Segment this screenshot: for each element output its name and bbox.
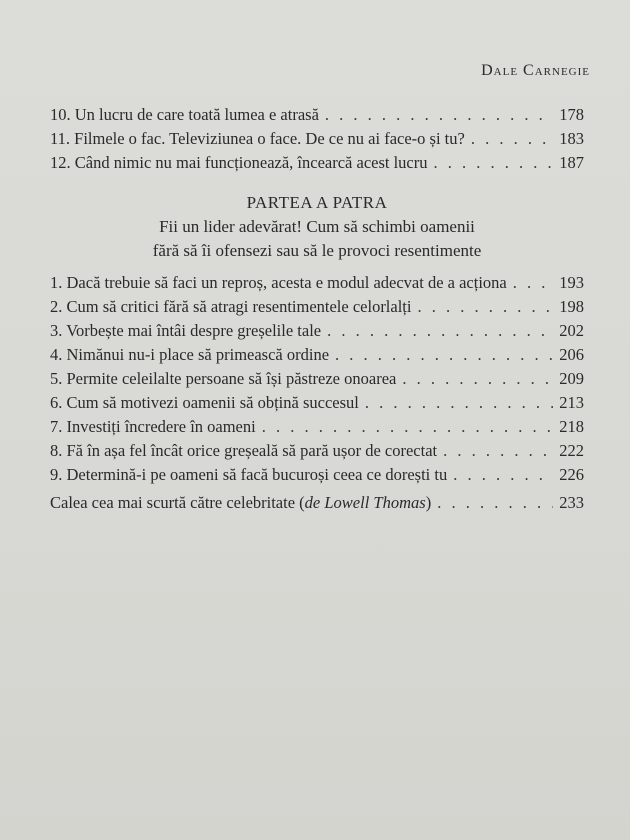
toc-entry-title: 4. Nimănui nu-i place să primească ordine — [50, 345, 330, 364]
toc-entry-title-italic: de Lowell Thomas — [304, 493, 426, 512]
toc-entry-page: 213 — [559, 393, 584, 412]
toc-section-top — [50, 103, 584, 175]
toc-entry — [50, 491, 584, 515]
toc-entry — [50, 271, 584, 295]
toc-entry-title: 12. Când nimic nu mai funcționează, încearcă acest lucru — [50, 153, 428, 172]
toc-entry-title: 10. Un lucru de care toată lumea e atrasă — [50, 105, 319, 124]
leader-dots — [434, 151, 554, 175]
leader-dots — [262, 415, 554, 439]
leader-dots — [437, 491, 553, 515]
toc-entry-title-plain: Calea cea mai scurtă către celebritate ( — [50, 493, 305, 512]
toc-entry — [50, 439, 584, 463]
part-subtitle-line1: Fii un lider adevărat! Cum să schimbi oamenii — [159, 217, 475, 236]
toc-entry-title: 9. Determină-i pe oameni să facă bucuroși ceea ce dorești tu — [50, 465, 448, 484]
part-label: PARTEA A PATRA — [246, 193, 388, 212]
toc-entry-title: 6. Cum să motivezi oamenii să obțină succesul — [50, 393, 359, 412]
toc-entry — [50, 295, 584, 319]
leader-dots — [325, 103, 553, 127]
toc-entry-page: 193 — [559, 273, 584, 292]
toc-entry-page: 198 — [559, 297, 584, 316]
toc-entry-page: 218 — [559, 417, 584, 436]
part-subtitle-line2: fără să îi ofensezi sau să le provoci resentimente — [152, 241, 482, 260]
toc-entry-title: 8. Fă în așa fel încât orice greșeală să pară ușor de corectat — [50, 441, 438, 460]
toc-entry-page: 209 — [559, 369, 584, 388]
part-heading — [50, 193, 584, 263]
leader-dots — [417, 295, 553, 319]
toc-section-closing — [50, 491, 584, 515]
toc-entry — [50, 463, 584, 487]
toc-entry-title: 5. Permite celeilalte persoane să își păstreze onoarea — [50, 369, 397, 388]
toc-entry-title: 11. Filmele o fac. Televiziunea o face. De ce nu ai face-o și tu? — [50, 129, 465, 148]
leader-dots — [327, 319, 553, 343]
toc-entry — [50, 367, 584, 391]
toc-entry-title: 3. Vorbește mai întâi despre greșelile tale — [50, 321, 322, 340]
toc-entry-title: 2. Cum să critici fără să atragi resentimentele celorlalți — [50, 297, 412, 316]
toc-entry — [50, 127, 584, 151]
toc-entry-page: 206 — [559, 345, 584, 364]
leader-dots — [335, 343, 553, 367]
leader-dots — [453, 463, 553, 487]
toc-entry-page: 187 — [559, 153, 584, 172]
toc-section-part-four — [50, 271, 584, 487]
toc-entry — [50, 415, 584, 439]
toc-entry-title: 1. Dacă trebuie să faci un reproș, acesta e modul adecvat de a acționa — [50, 273, 507, 292]
toc-entry — [50, 391, 584, 415]
toc-entry — [50, 151, 584, 175]
toc-entry-title — [50, 491, 431, 515]
leader-dots — [365, 391, 553, 415]
toc-entry-page: 222 — [559, 441, 584, 460]
toc-entry — [50, 319, 584, 343]
toc-entry-page: 202 — [559, 321, 584, 340]
leader-dots — [402, 367, 553, 391]
toc-entry-page: 178 — [559, 105, 584, 124]
toc-entry — [50, 343, 584, 367]
leader-dots — [471, 127, 553, 151]
toc-entry-title-end: ) — [425, 493, 432, 512]
leader-dots — [443, 439, 553, 463]
toc-entry-page: 183 — [559, 129, 584, 148]
toc-entry-page: 226 — [559, 465, 584, 484]
running-header-author: Dale Carnegie — [481, 62, 590, 79]
toc-entry — [50, 103, 584, 127]
toc-entry-title: 7. Investiți încredere în oameni — [50, 417, 256, 436]
leader-dots — [513, 271, 554, 295]
toc-entry-page: 233 — [559, 493, 584, 512]
